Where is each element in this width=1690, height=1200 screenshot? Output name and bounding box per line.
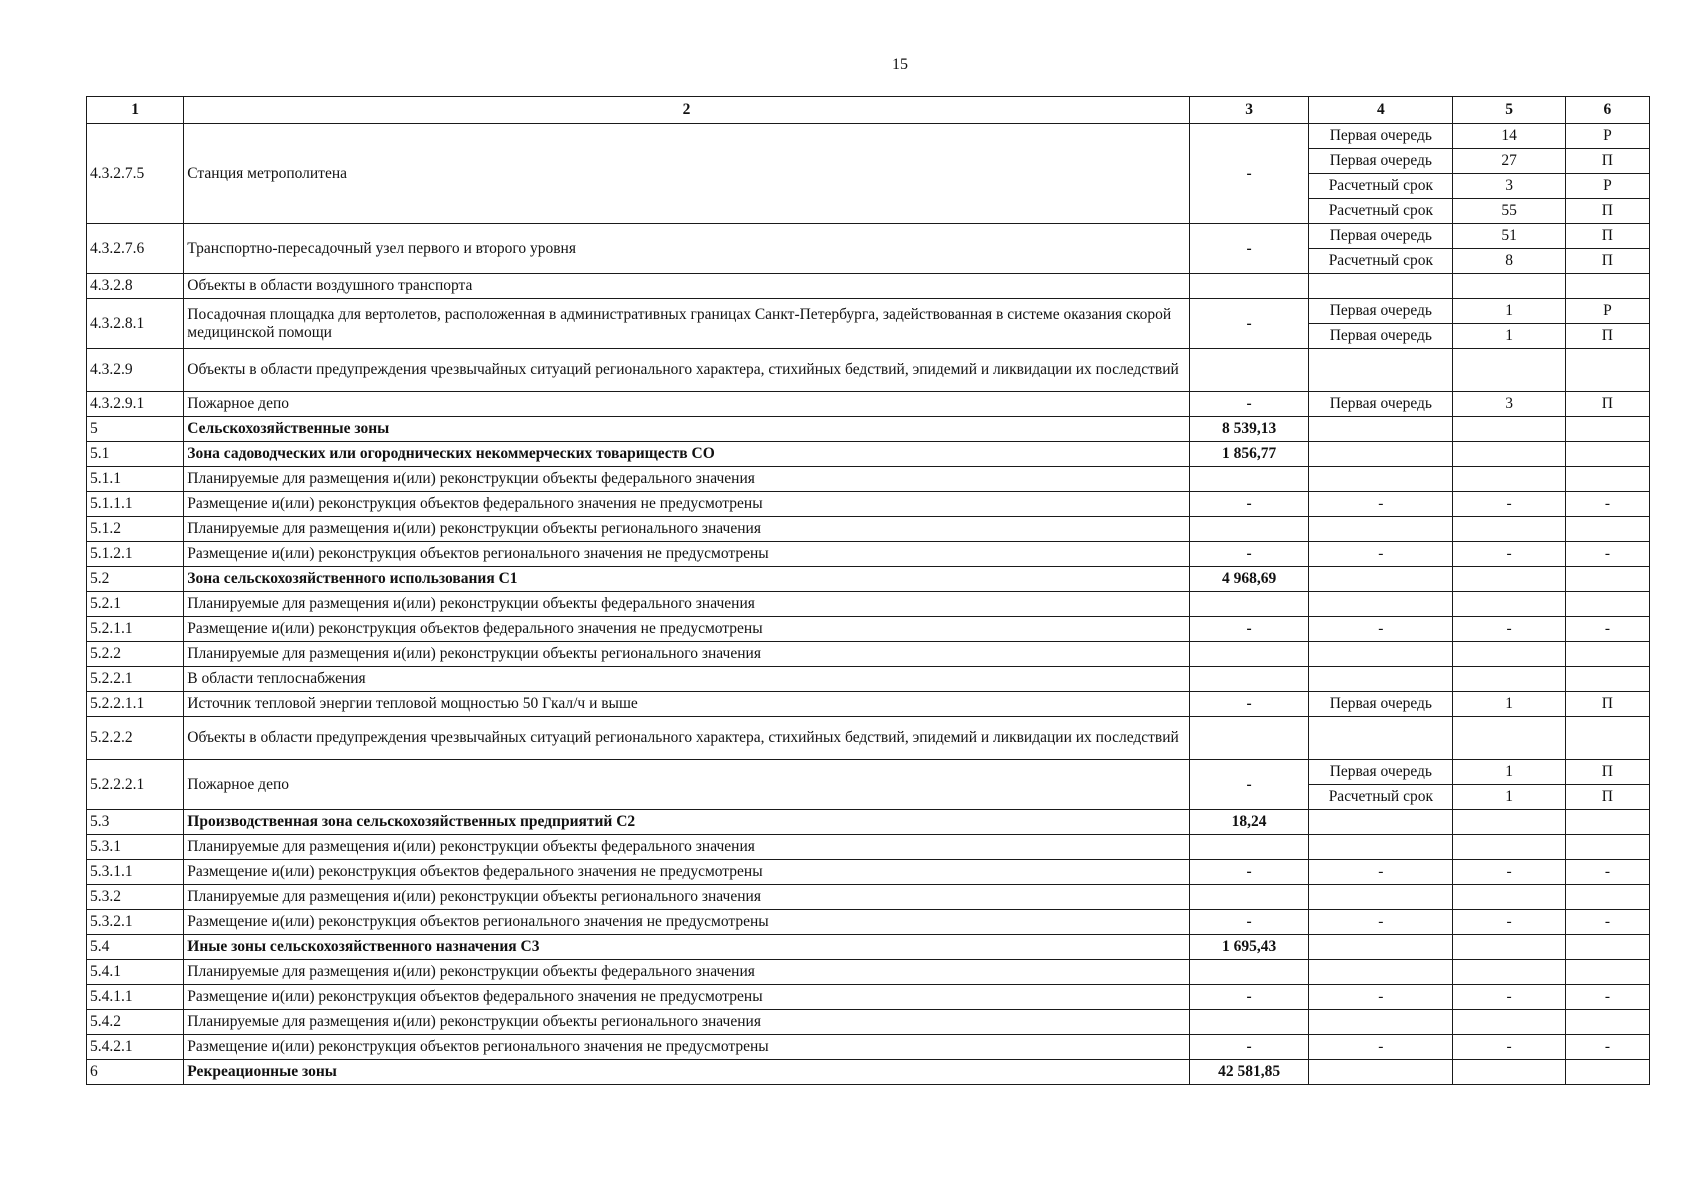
row-count (1453, 667, 1566, 692)
row-count (1453, 417, 1566, 442)
row-status (1565, 667, 1649, 692)
row-area: 42 581,85 (1189, 1060, 1309, 1085)
row-status: П (1565, 785, 1649, 810)
row-stage: Первая очередь (1309, 692, 1453, 717)
row-code: 5.1.2.1 (87, 542, 184, 567)
row-area: - (1189, 124, 1309, 224)
row-name: Объекты в области предупреждения чрезвычайных ситуаций регионального характера, стихийных бедствий, эпидемий и ликвидации их последствий (184, 717, 1190, 760)
row-stage (1309, 349, 1453, 392)
row-name: Иные зоны сельскохозяйственного назначения С3 (184, 935, 1190, 960)
table-row (87, 1060, 1650, 1085)
row-name: Станция метрополитена (184, 124, 1190, 224)
row-area: - (1189, 910, 1309, 935)
page-number: 15 (892, 56, 908, 73)
row-name: Объекты в области воздушного транспорта (184, 274, 1190, 299)
row-stage (1309, 1010, 1453, 1035)
row-count (1453, 935, 1566, 960)
row-count (1453, 349, 1566, 392)
row-area (1189, 467, 1309, 492)
row-code: 4.3.2.7.5 (87, 124, 184, 224)
row-stage (1309, 960, 1453, 985)
row-status: П (1565, 224, 1649, 249)
row-count (1453, 517, 1566, 542)
row-name: Размещение и(или) реконструкция объектов регионального значения не предусмотрены (184, 910, 1190, 935)
row-count (1453, 1060, 1566, 1085)
table-row (87, 224, 1650, 249)
row-count: 8 (1453, 249, 1566, 274)
row-stage: Первая очередь (1309, 224, 1453, 249)
row-status: П (1565, 249, 1649, 274)
row-name: Планируемые для размещения и(или) реконструкции объекты федерального значения (184, 960, 1190, 985)
row-status (1565, 567, 1649, 592)
row-name: Размещение и(или) реконструкция объектов федерального значения не предусмотрены (184, 985, 1190, 1010)
row-area: - (1189, 492, 1309, 517)
row-code: 5.3.2.1 (87, 910, 184, 935)
table-row (87, 692, 1650, 717)
row-count: 51 (1453, 224, 1566, 249)
row-area: - (1189, 542, 1309, 567)
table-row (87, 642, 1650, 667)
row-code: 5.2.1.1 (87, 617, 184, 642)
row-count: 1 (1453, 324, 1566, 349)
row-stage (1309, 1060, 1453, 1085)
row-count (1453, 467, 1566, 492)
row-code: 4.3.2.7.6 (87, 224, 184, 274)
row-area (1189, 349, 1309, 392)
row-count: 3 (1453, 174, 1566, 199)
row-stage (1309, 517, 1453, 542)
row-name: Размещение и(или) реконструкция объектов федерального значения не предусмотрены (184, 860, 1190, 885)
row-count (1453, 835, 1566, 860)
row-area: - (1189, 617, 1309, 642)
row-stage (1309, 274, 1453, 299)
row-status: П (1565, 149, 1649, 174)
row-stage: Первая очередь (1309, 760, 1453, 785)
row-status: П (1565, 760, 1649, 785)
row-count (1453, 642, 1566, 667)
row-name: Планируемые для размещения и(или) реконструкции объекты регионального значения (184, 642, 1190, 667)
header-cell: 4 (1309, 97, 1453, 124)
row-count (1453, 717, 1566, 760)
row-status (1565, 960, 1649, 985)
row-stage: - (1309, 1035, 1453, 1060)
row-stage: Первая очередь (1309, 392, 1453, 417)
table-row (87, 835, 1650, 860)
row-area: - (1189, 1035, 1309, 1060)
row-stage (1309, 667, 1453, 692)
row-status: П (1565, 324, 1649, 349)
row-status: - (1565, 910, 1649, 935)
row-area (1189, 667, 1309, 692)
table-row (87, 810, 1650, 835)
row-code: 4.3.2.9.1 (87, 392, 184, 417)
table-row (87, 667, 1650, 692)
row-stage: Первая очередь (1309, 124, 1453, 149)
row-status: Р (1565, 174, 1649, 199)
row-status: - (1565, 617, 1649, 642)
table-row (87, 717, 1650, 760)
header-cell: 5 (1453, 97, 1566, 124)
row-status: - (1565, 542, 1649, 567)
row-name: Транспортно-пересадочный узел первого и второго уровня (184, 224, 1190, 274)
row-name: Планируемые для размещения и(или) реконструкции объекты федерального значения (184, 592, 1190, 617)
row-status (1565, 442, 1649, 467)
table-row (87, 910, 1650, 935)
row-stage: Первая очередь (1309, 324, 1453, 349)
table-row (87, 124, 1650, 149)
row-count (1453, 592, 1566, 617)
row-name: Размещение и(или) реконструкция объектов регионального значения не предусмотрены (184, 1035, 1190, 1060)
row-status (1565, 885, 1649, 910)
row-name: Пожарное депо (184, 760, 1190, 810)
row-code: 5.1 (87, 442, 184, 467)
row-area: - (1189, 860, 1309, 885)
row-count (1453, 810, 1566, 835)
row-status: П (1565, 692, 1649, 717)
row-area (1189, 717, 1309, 760)
row-stage (1309, 835, 1453, 860)
row-name: Планируемые для размещения и(или) реконструкции объекты регионального значения (184, 885, 1190, 910)
table-row (87, 885, 1650, 910)
row-status (1565, 517, 1649, 542)
row-code: 5.2 (87, 567, 184, 592)
row-name: Рекреационные зоны (184, 1060, 1190, 1085)
row-count: - (1453, 1035, 1566, 1060)
table-row (87, 760, 1650, 785)
row-area (1189, 960, 1309, 985)
row-area: - (1189, 692, 1309, 717)
row-area: 18,24 (1189, 810, 1309, 835)
row-stage: Расчетный срок (1309, 249, 1453, 274)
row-code: 5.3.1.1 (87, 860, 184, 885)
row-count (1453, 960, 1566, 985)
row-count: - (1453, 492, 1566, 517)
row-area: - (1189, 985, 1309, 1010)
row-code: 5.4.2 (87, 1010, 184, 1035)
row-area (1189, 592, 1309, 617)
row-count: - (1453, 542, 1566, 567)
row-count: 27 (1453, 149, 1566, 174)
row-status: П (1565, 199, 1649, 224)
row-area (1189, 835, 1309, 860)
row-code: 5.2.1 (87, 592, 184, 617)
row-count: - (1453, 910, 1566, 935)
row-area: - (1189, 392, 1309, 417)
row-area: 1 695,43 (1189, 935, 1309, 960)
row-area: - (1189, 224, 1309, 274)
table-row (87, 274, 1650, 299)
row-stage: - (1309, 860, 1453, 885)
row-name: Зона садоводческих или огороднических некоммерческих товариществ СО (184, 442, 1190, 467)
row-status (1565, 1060, 1649, 1085)
row-name: Сельскохозяйственные зоны (184, 417, 1190, 442)
row-stage (1309, 467, 1453, 492)
table-row (87, 392, 1650, 417)
table-row (87, 517, 1650, 542)
row-count: 3 (1453, 392, 1566, 417)
row-stage (1309, 810, 1453, 835)
row-code: 5.2.2.1.1 (87, 692, 184, 717)
row-name: Планируемые для размещения и(или) реконструкции объекты федерального значения (184, 835, 1190, 860)
row-status (1565, 935, 1649, 960)
table-body (87, 124, 1650, 1085)
table-row (87, 1035, 1650, 1060)
row-name: Размещение и(или) реконструкция объектов регионального значения не предусмотрены (184, 542, 1190, 567)
table-row (87, 985, 1650, 1010)
row-stage: Первая очередь (1309, 149, 1453, 174)
table-row (87, 567, 1650, 592)
row-status (1565, 349, 1649, 392)
row-code: 6 (87, 1060, 184, 1085)
row-stage: - (1309, 985, 1453, 1010)
header-cell: 1 (87, 97, 184, 124)
row-code: 5.1.2 (87, 517, 184, 542)
row-code: 4.3.2.8 (87, 274, 184, 299)
row-stage (1309, 417, 1453, 442)
row-status: - (1565, 492, 1649, 517)
row-name: Размещение и(или) реконструкция объектов федерального значения не предусмотрены (184, 617, 1190, 642)
row-code: 5.2.2 (87, 642, 184, 667)
row-status (1565, 1010, 1649, 1035)
row-area (1189, 274, 1309, 299)
row-status: П (1565, 392, 1649, 417)
row-status (1565, 274, 1649, 299)
row-code: 5.4.2.1 (87, 1035, 184, 1060)
row-code: 4.3.2.9 (87, 349, 184, 392)
table-row (87, 592, 1650, 617)
row-area (1189, 885, 1309, 910)
zones-table (86, 96, 1650, 1085)
row-stage (1309, 717, 1453, 760)
row-code: 5.1.1 (87, 467, 184, 492)
row-area (1189, 642, 1309, 667)
row-status: - (1565, 1035, 1649, 1060)
row-stage: - (1309, 542, 1453, 567)
row-count: 14 (1453, 124, 1566, 149)
row-stage (1309, 567, 1453, 592)
row-code: 5.3.2 (87, 885, 184, 910)
row-code: 5.4 (87, 935, 184, 960)
row-status (1565, 810, 1649, 835)
row-code: 5.2.2.1 (87, 667, 184, 692)
row-code: 5 (87, 417, 184, 442)
row-area: 8 539,13 (1189, 417, 1309, 442)
row-status (1565, 642, 1649, 667)
row-code: 5.2.2.2 (87, 717, 184, 760)
header-cell: 2 (184, 97, 1190, 124)
row-name: Планируемые для размещения и(или) реконструкции объекты регионального значения (184, 1010, 1190, 1035)
row-count: - (1453, 985, 1566, 1010)
row-status (1565, 592, 1649, 617)
table-row (87, 1010, 1650, 1035)
table-row (87, 417, 1650, 442)
row-status: - (1565, 985, 1649, 1010)
row-count (1453, 885, 1566, 910)
row-count (1453, 567, 1566, 592)
header-cell: 3 (1189, 97, 1309, 124)
row-name: Зона сельскохозяйственного использования С1 (184, 567, 1190, 592)
row-count: - (1453, 617, 1566, 642)
row-area (1189, 1010, 1309, 1035)
header-cell: 6 (1565, 97, 1649, 124)
row-count (1453, 442, 1566, 467)
table-row (87, 617, 1650, 642)
row-name: Посадочная площадка для вертолетов, расположенная в административных границах Санкт-Петербурга, задействованная в системе оказания скорой медицинской помощи (184, 299, 1190, 349)
row-count: 55 (1453, 199, 1566, 224)
header-row (87, 97, 1650, 124)
row-code: 4.3.2.8.1 (87, 299, 184, 349)
row-area: - (1189, 760, 1309, 810)
row-name: Источник тепловой энергии тепловой мощностью 50 Гкал/ч и выше (184, 692, 1190, 717)
table-row (87, 860, 1650, 885)
table-row (87, 492, 1650, 517)
row-count: 1 (1453, 692, 1566, 717)
row-area: 1 856,77 (1189, 442, 1309, 467)
table-row (87, 935, 1650, 960)
row-stage: - (1309, 492, 1453, 517)
row-code: 5.4.1.1 (87, 985, 184, 1010)
row-stage: Расчетный срок (1309, 174, 1453, 199)
row-status (1565, 467, 1649, 492)
row-area: - (1189, 299, 1309, 349)
row-name: Объекты в области предупреждения чрезвычайных ситуаций регионального характера, стихийных бедствий, эпидемий и ликвидации их последствий (184, 349, 1190, 392)
row-stage (1309, 592, 1453, 617)
row-status (1565, 835, 1649, 860)
row-stage: Расчетный срок (1309, 785, 1453, 810)
row-stage: Первая очередь (1309, 299, 1453, 324)
table-row (87, 542, 1650, 567)
row-count: 1 (1453, 760, 1566, 785)
row-count (1453, 1010, 1566, 1035)
row-status (1565, 717, 1649, 760)
row-code: 5.3 (87, 810, 184, 835)
row-code: 5.1.1.1 (87, 492, 184, 517)
row-area (1189, 517, 1309, 542)
row-count (1453, 274, 1566, 299)
row-code: 5.4.1 (87, 960, 184, 985)
table-row (87, 299, 1650, 324)
row-area: 4 968,69 (1189, 567, 1309, 592)
row-stage (1309, 442, 1453, 467)
row-name: Пожарное депо (184, 392, 1190, 417)
row-status: - (1565, 860, 1649, 885)
row-name: Производственная зона сельскохозяйственных предприятий С2 (184, 810, 1190, 835)
row-stage (1309, 642, 1453, 667)
row-count: 1 (1453, 299, 1566, 324)
row-stage: - (1309, 910, 1453, 935)
row-status: Р (1565, 299, 1649, 324)
row-code: 5.2.2.2.1 (87, 760, 184, 810)
row-name: Планируемые для размещения и(или) реконструкции объекты федерального значения (184, 467, 1190, 492)
row-status: Р (1565, 124, 1649, 149)
row-stage (1309, 885, 1453, 910)
row-name: В области теплоснабжения (184, 667, 1190, 692)
row-code: 5.3.1 (87, 835, 184, 860)
row-stage: Расчетный срок (1309, 199, 1453, 224)
row-status (1565, 417, 1649, 442)
table-row (87, 442, 1650, 467)
table-row (87, 467, 1650, 492)
row-stage: - (1309, 617, 1453, 642)
table-row (87, 349, 1650, 392)
row-name: Размещение и(или) реконструкция объектов федерального значения не предусмотрены (184, 492, 1190, 517)
row-name: Планируемые для размещения и(или) реконструкции объекты регионального значения (184, 517, 1190, 542)
table-row (87, 960, 1650, 985)
row-stage (1309, 935, 1453, 960)
row-count: - (1453, 860, 1566, 885)
row-count: 1 (1453, 785, 1566, 810)
